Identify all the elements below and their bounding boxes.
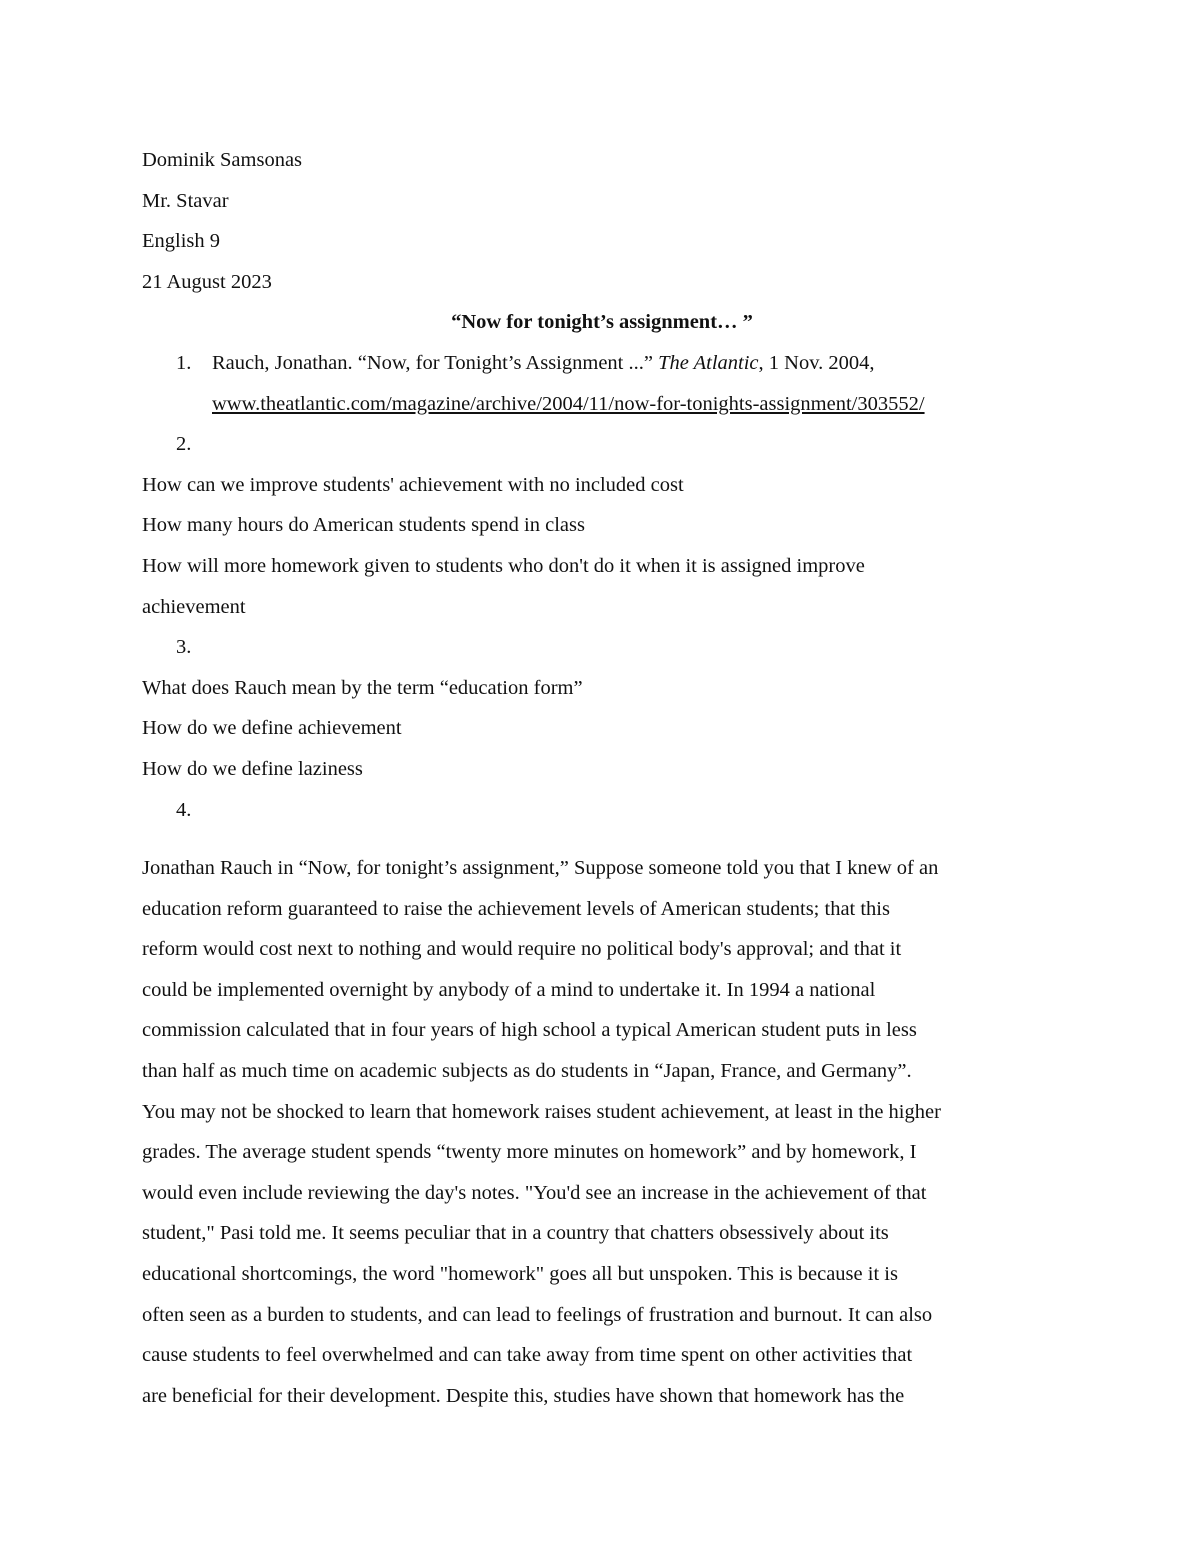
question-line: How will more homework given to students who don't do it when it is assigned improve bbox=[142, 554, 865, 577]
paragraph-gap bbox=[142, 830, 1062, 848]
document-page bbox=[142, 140, 1062, 1416]
list-number: 4. bbox=[176, 798, 192, 821]
teacher-name: Mr. Stavar bbox=[142, 189, 229, 212]
citation-url-line bbox=[212, 384, 1062, 425]
question-line: achievement bbox=[142, 595, 246, 618]
list-item-4 bbox=[142, 790, 1062, 831]
list-item-1 bbox=[142, 343, 1062, 424]
essay-line: are beneficial for their development. Despite this, studies have shown that homework has the bbox=[142, 1384, 905, 1407]
essay-line: You may not be shocked to learn that homework raises student achievement, at least in the higher bbox=[142, 1100, 941, 1123]
essay-paragraph bbox=[142, 848, 1062, 1416]
essay-line: commission calculated that in four years of high school a typical American student puts in less bbox=[142, 1019, 917, 1042]
citation bbox=[212, 343, 1062, 384]
essay-line: often seen as a burden to students, and can lead to feelings of frustration and burnout. It can also bbox=[142, 1303, 933, 1326]
list-item-2 bbox=[142, 424, 1062, 465]
essay-line: reform would cost next to nothing and would require no political body's approval; and that it bbox=[142, 938, 902, 961]
essay-line: would even include reviewing the day's notes. "You'd see an increase in the achievement of that bbox=[142, 1181, 927, 1204]
citation-url-link[interactable]: www.theatlantic.com/magazine/archive/2004/11/now-for-tonights-assignment/303552/ bbox=[212, 392, 925, 415]
list-number: 3. bbox=[176, 636, 192, 659]
essay-line: grades. The average student spends “twenty more minutes on homework” and by homework, I bbox=[142, 1141, 917, 1164]
question-line: How do we define laziness bbox=[142, 757, 363, 780]
essay-line: cause students to feel overwhelmed and can take away from time spent on other activities that bbox=[142, 1344, 913, 1367]
essay-line: could be implemented overnight by anybody of a mind to undertake it. In 1994 a national bbox=[142, 978, 876, 1001]
question-line: How can we improve students' achievement with no included cost bbox=[142, 473, 684, 496]
question-line: What does Rauch mean by the term “education form” bbox=[142, 676, 583, 699]
citation-prefix: Rauch, Jonathan. “Now, for Tonight’s Assignment ...” bbox=[212, 351, 659, 374]
date: 21 August 2023 bbox=[142, 270, 272, 293]
list-number: 1. bbox=[176, 351, 192, 374]
course-name: English 9 bbox=[142, 230, 221, 253]
essay-line: than half as much time on academic subjects as do students in “Japan, France, and Germany”. bbox=[142, 1060, 912, 1083]
document-title: “Now for tonight’s assignment… ” bbox=[451, 311, 753, 334]
citation-suffix: , 1 Nov. 2004, bbox=[758, 351, 875, 374]
essay-line: education reform guaranteed to raise the achievement levels of American students; that this bbox=[142, 897, 890, 920]
list-number: 2. bbox=[176, 433, 192, 456]
list-item-3 bbox=[142, 627, 1062, 668]
essay-line: educational shortcomings, the word "homework" goes all but unspoken. This is because it is bbox=[142, 1263, 898, 1286]
question-line: How many hours do American students spend in class bbox=[142, 514, 585, 537]
essay-line: Jonathan Rauch in “Now, for tonight’s assignment,” Suppose someone told you that I knew of an bbox=[142, 857, 939, 880]
citation-source: The Atlantic bbox=[658, 351, 759, 374]
question-line: How do we define achievement bbox=[142, 717, 402, 740]
student-name: Dominik Samsonas bbox=[142, 149, 303, 171]
essay-line: student," Pasi told me. It seems peculiar that in a country that chatters obsessively about its bbox=[142, 1222, 889, 1245]
